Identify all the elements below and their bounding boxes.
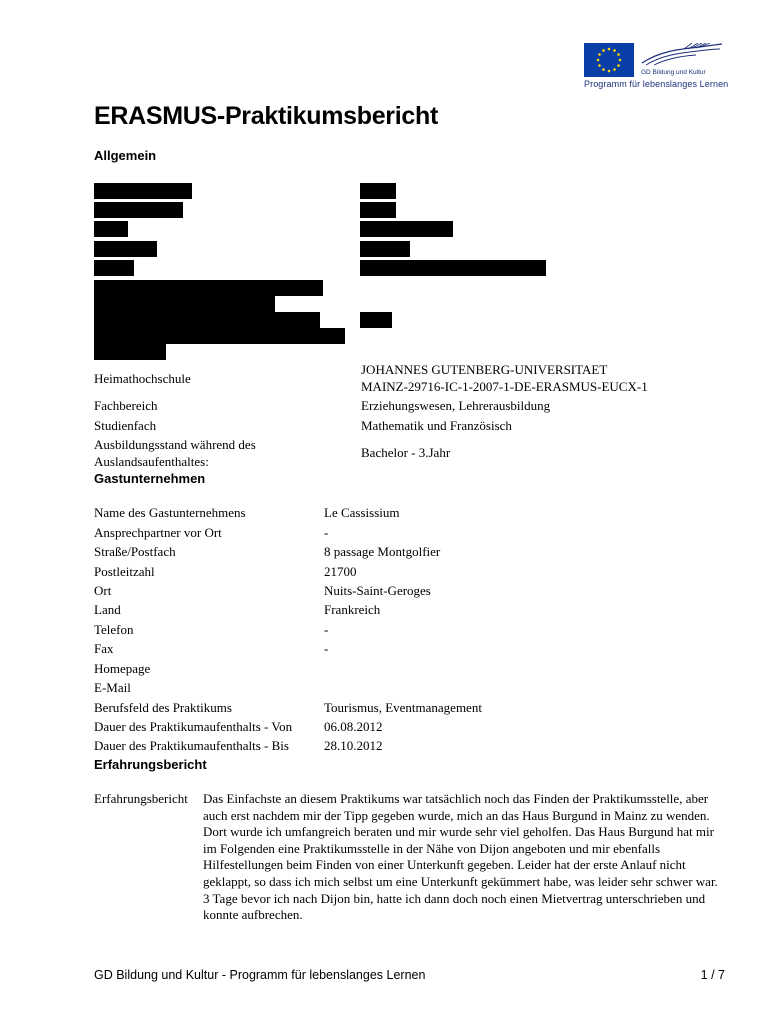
redacted-block (360, 260, 546, 276)
value-studienfach: Mathematik und Französisch (361, 418, 512, 433)
value-postleitzahl: 21700 (324, 564, 357, 579)
page-title: ERASMUS-Praktikumsbericht (94, 102, 438, 130)
redacted-block (94, 260, 134, 276)
label-ansprechpartner: Ansprechpartner vor Ort (94, 525, 222, 540)
value-strasse: 8 passage Montgolfier (324, 544, 441, 559)
value-name: Le Cassissium (324, 505, 400, 520)
label-fachbereich: Fachbereich (94, 398, 158, 413)
redacted-block (94, 296, 275, 312)
label-ausbildungsstand-line2: Auslandsaufenthaltes: (94, 454, 209, 469)
value-berufsfeld: Tourismus, Eventmanagement (324, 700, 482, 715)
value-telefon: - (324, 622, 329, 637)
value-fax: - (324, 641, 329, 656)
redacted-block (360, 221, 453, 237)
footer-text: GD Bildung und Kultur - Programm für lebenslanges Lernen (94, 968, 426, 982)
label-telefon: Telefon (94, 622, 134, 637)
label-homepage: Homepage (94, 661, 151, 676)
label-name: Name des Gastunternehmens (94, 505, 246, 520)
redacted-block (94, 312, 320, 328)
section-heading-gastunternehmen: Gastunternehmen (94, 471, 206, 486)
report-text: Das Einfachste an diesem Praktikums war tatsächlich noch das Finden der Praktikumsstelle, aber auch erst nachdem mir der Tipp gegeben wurde, mich an das Haus Burgund in Mainz zu wenden. Dort wurde ich umfangreich beraten und mir wurde sehr viel geholfen. Das Haus Burgund hat mir im Folgenden eine Praktikumsstelle in der Nähe von Dijon angeboten und mir ebenfalls Hilfestellungen beim Finden von einer Unterkunft gegeben. Leider hat der erste Anlauf nicht geklappt, so dass ich mich selbst um eine Unterkunft gekümmert habe, was leider sehr schwer war. 3 Tage bevor ich nach Dijon bin, hatte ich dann doch noch einen Mietvertrag unterschrieben und konnte aufbrechen. (203, 791, 718, 923)
value-fachbereich: Erziehungswesen, Lehrerausbildung (361, 398, 551, 413)
redacted-block (360, 183, 396, 199)
value-dauer-bis: 28.10.2012 (324, 738, 383, 753)
redacted-block (360, 202, 396, 218)
label-postleitzahl: Postleitzahl (94, 564, 155, 579)
report-label: Erfahrungsbericht (94, 791, 188, 806)
logo-line-1: GD Bildung und Kultur (641, 69, 706, 76)
label-heimathochschule: Heimathochschule (94, 371, 191, 386)
value-land: Frankreich (324, 602, 381, 617)
label-dauer-von: Dauer des Praktikumaufenthalts - Von (94, 719, 293, 734)
label-ort: Ort (94, 583, 112, 598)
value-ausbildungsstand: Bachelor - 3.Jahr (361, 445, 451, 460)
value-ansprechpartner: - (324, 525, 329, 540)
redacted-block (94, 328, 345, 344)
label-ausbildungsstand-line1: Ausbildungsstand während des (94, 437, 256, 452)
label-email: E-Mail (94, 680, 131, 695)
lifelong-learning-bird-icon (640, 43, 724, 69)
label-land: Land (94, 602, 121, 617)
redacted-block (360, 312, 392, 328)
eu-logo (584, 43, 729, 93)
value-heimathochschule-line1: JOHANNES GUTENBERG-UNIVERSITAET (361, 362, 608, 377)
redacted-block (94, 280, 323, 296)
label-fax: Fax (94, 641, 114, 656)
value-heimathochschule-line2: MAINZ-29716-IC-1-2007-1-DE-ERASMUS-EUCX-1 (361, 379, 648, 394)
label-dauer-bis: Dauer des Praktikumaufenthalts - Bis (94, 738, 289, 753)
logo-line-2: Programm für lebenslanges Lernen (584, 79, 729, 89)
redacted-block (94, 183, 192, 199)
value-dauer-von: 06.08.2012 (324, 719, 383, 734)
section-heading-erfahrungsbericht: Erfahrungsbericht (94, 757, 207, 772)
redacted-block (94, 202, 183, 218)
label-studienfach: Studienfach (94, 418, 157, 433)
redacted-block (94, 241, 157, 257)
redacted-block (360, 241, 410, 257)
redacted-block (94, 221, 128, 237)
page-number: 1 / 7 (700, 968, 725, 982)
section-heading-allgemein: Allgemein (94, 148, 157, 163)
value-ort: Nuits-Saint-Geroges (324, 583, 431, 598)
label-berufsfeld: Berufsfeld des Praktikums (94, 700, 232, 715)
redacted-block (94, 344, 166, 360)
eu-flag-icon (584, 43, 634, 77)
label-strasse: Straße/Postfach (94, 544, 176, 559)
